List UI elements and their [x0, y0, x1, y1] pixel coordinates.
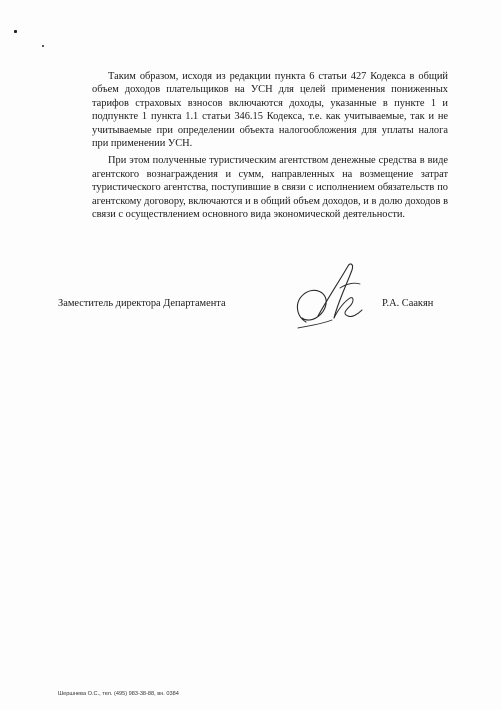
signature-block	[58, 258, 458, 338]
handwritten-signature-icon	[288, 258, 378, 338]
scan-speck	[14, 30, 17, 33]
letter-body	[92, 70, 448, 225]
paragraph-conclusion: Таким образом, исходя из редакции пункта 6 статьи 427 Кодекса в общий объем доходов плательщиков на УСН для целей применения пониженных тарифов страховых взносов включаются доходы, указанные в пункте 1 и подпункте 1 пункта 1.1 статьи 346.15 Кодекса, т.е. как учитываемые, так и не учитываемые при определении объекта налогообложения для уплаты налога при применении УСН.	[92, 71, 448, 150]
paragraph-agency-income: При этом полученные туристическим агентством денежные средства в виде агентского вознаграждения и сумм, направленных на возмещение затрат туристического агентства, поступившие в связи с исполнением обязательств по агентскому договору, включаются и в общий объем доходов, и в долю доходов в связи с осуществлением основного вида экономической деятельности.	[92, 155, 448, 221]
signatory-title: Заместитель директора Департамента	[58, 298, 226, 309]
scan-speck	[42, 45, 44, 47]
executor-footer: Шершнева О.С., тел. (495) 983-38-88, вн. 0384	[58, 691, 179, 697]
signatory-name: Р.А. Саакян	[382, 298, 434, 309]
